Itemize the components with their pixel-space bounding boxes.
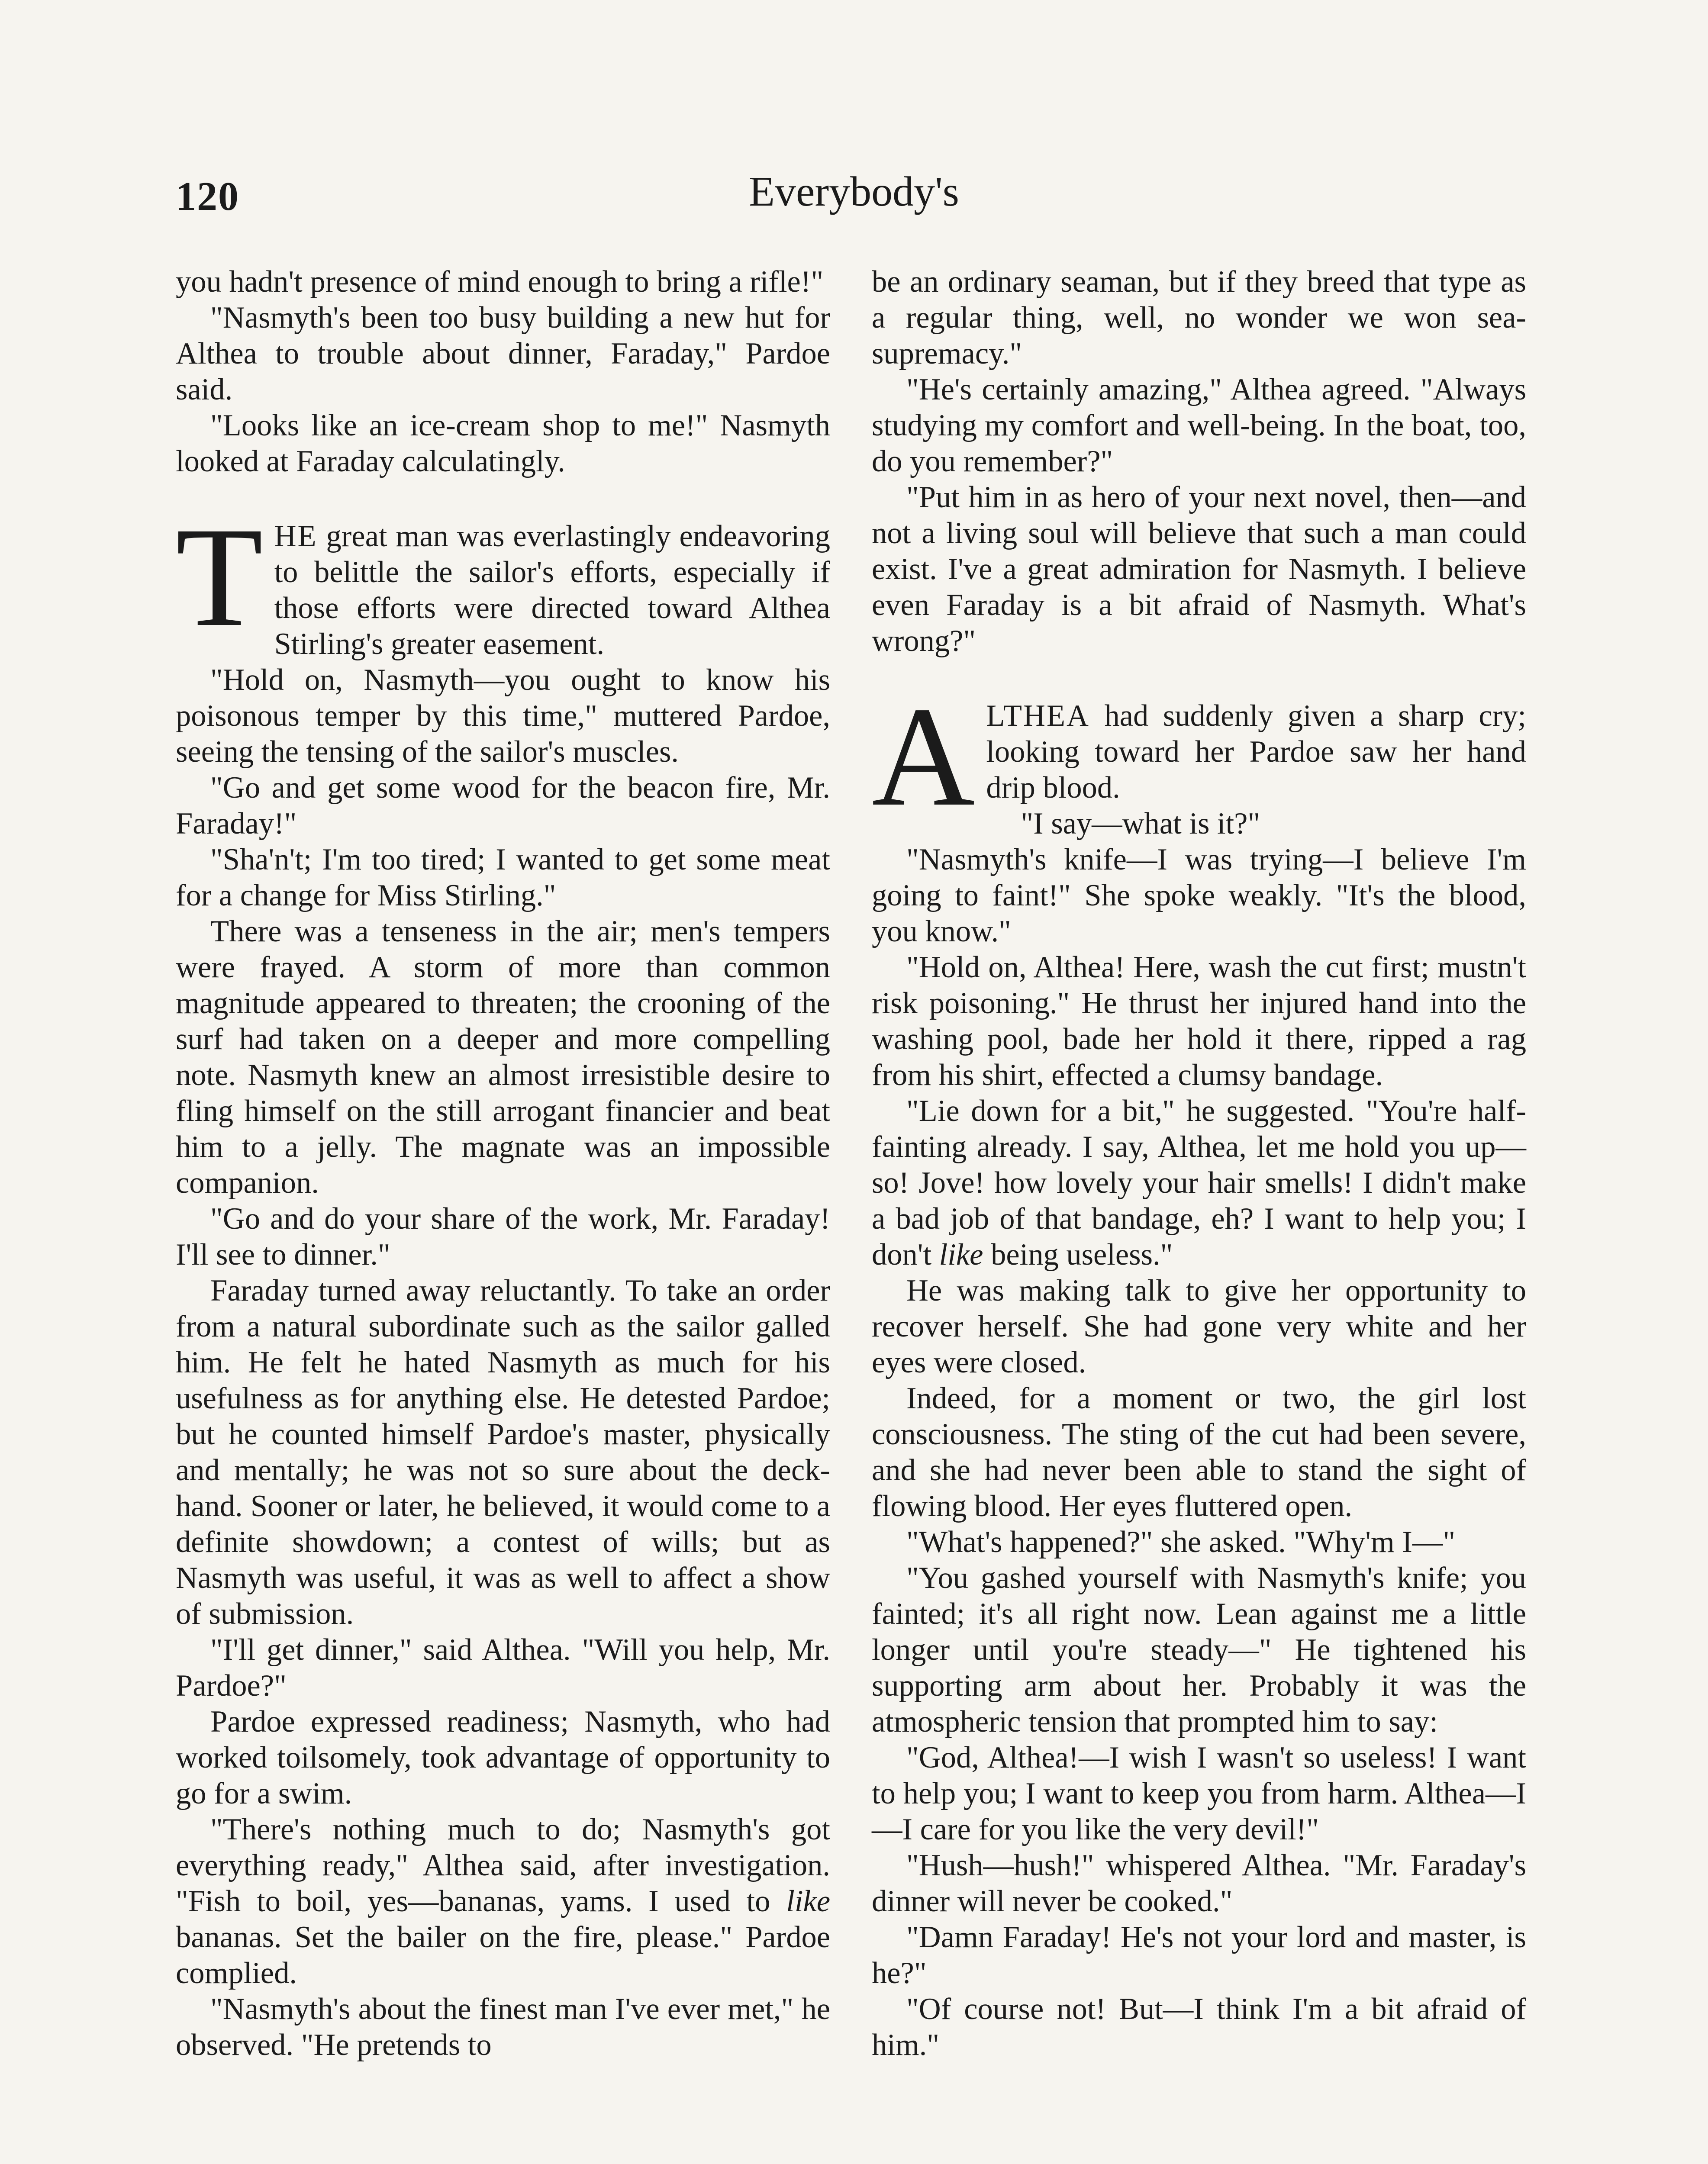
paragraph-text: had suddenly given a sharp cry; looking toward her Pardoe saw her hand drip blood. xyxy=(986,699,1526,805)
paragraph: "Nasmyth's about the finest man I've ever met," he observed. "He pretends to xyxy=(176,1992,830,2062)
paragraph: Faraday turned away reluctantly. To take an order from a natural subordinate such as the sailor galled him. He felt he hated Nasmyth as much for his usefulness as for anything else. He detested Pardoe; but he counted himself Pardoe's master, physically and mentally; he was not so sure about the deck-hand. Sooner or later, he believed, it would come to a definite showdown; a contest of wills; but as Nasmyth was useful, it was as well to affect a show of submission. xyxy=(176,1274,830,1631)
right-column xyxy=(872,264,1526,2164)
paragraph: "Looks like an ice-cream shop to me!" Nasmyth looked at Faraday calculatingly. xyxy=(176,409,830,478)
paragraph: "Sha'n't; I'm too tired; I wanted to get some meat for a change for Miss Stirling." xyxy=(176,843,830,912)
paragraph: Indeed, for a moment or two, the girl lost consciousness. The sting of the cut had been severe, and she had never been able to stand the sight of flowing blood. Her eyes fluttered open. xyxy=(872,1381,1526,1523)
paragraph: "Go and do your share of the work, Mr. Faraday! I'll see to dinner." xyxy=(176,1202,830,1272)
emphasis: like xyxy=(786,1884,830,1918)
paragraph: "Hush—hush!" whispered Althea. "Mr. Faraday's dinner will never be cooked." xyxy=(872,1848,1526,1918)
left-column xyxy=(176,264,830,2164)
paragraph: be an ordinary seaman, but if they breed that type as a regular thing, well, no wonder we won sea-supremacy." xyxy=(872,265,1526,370)
paragraph: "Go and get some wood for the beacon fire, Mr. Faraday!" xyxy=(176,771,830,840)
paragraph: "Damn Faraday! He's not your lord and master, is he?" xyxy=(872,1920,1526,1990)
paragraph: Pardoe expressed readiness; Nasmyth, who had worked toilsomely, took advantage of opportunity to go for a swim. xyxy=(176,1705,830,1810)
running-title: Everybody's xyxy=(749,168,959,215)
drop-cap: A xyxy=(872,678,975,836)
page-number: 120 xyxy=(176,174,239,219)
paragraph: "Nasmyth's been too busy building a new hut for Althea to trouble about dinner, Faraday," Pardoe said. xyxy=(176,301,830,406)
paragraph xyxy=(872,1093,1526,1273)
paragraph: "I'll get dinner," said Althea. "Will you help, Mr. Pardoe?" xyxy=(176,1633,830,1703)
paragraph-text: "There's nothing much to do; Nasmyth's got everything ready," Althea said, after investigation. "Fish to boil, yes—bananas, yams. I used to xyxy=(176,1813,830,1918)
paragraph: There was a tenseness in the air; men's tempers were frayed. A storm of more than common magnitude appeared to threaten; the crooning of the surf had taken on a deeper and more compelling note. Nasmyth knew an almost irresistible desire to fling himself on the still arrogant financier and beat him to a jelly. The magnate was an impossible companion. xyxy=(176,915,830,1200)
paragraph: "He's certainly amazing," Althea agreed. "Always studying my comfort and well-being. In the boat, too, do you remember?" xyxy=(872,373,1526,478)
section-opening-paragraph xyxy=(176,498,830,662)
paragraph: "Of course not! But—I think I'm a bit afraid of him." xyxy=(872,1992,1526,2062)
paragraph-text: being useless." xyxy=(983,1238,1173,1272)
drop-cap: T xyxy=(176,498,263,656)
paragraph: "What's happened?" she asked. "Why'm I—" xyxy=(906,1525,1456,1559)
paragraph-text: great man was everlastingly endeavoring to belittle the sailor's efforts, especially if those efforts were directed toward Althea Stirling's greater easement. xyxy=(274,519,830,661)
paragraph: "God, Althea!—I wish I wasn't so useless! I want to help you; I want to keep you from harm. Althea—I—I care for you like the very devil!" xyxy=(872,1741,1526,1846)
small-caps-run: LTHEA xyxy=(986,699,1090,733)
paragraph-text: "Lie down for a bit," he suggested. "You're half-fainting already. I say, Althea, let me hold you up—so! Jove! how lovely your hair smells! I didn't make a bad job of that bandage, eh? I want to help you; I don't xyxy=(872,1094,1526,1272)
small-caps-run: HE xyxy=(274,519,318,553)
paragraph xyxy=(176,1812,830,1991)
paragraph: He was making talk to give her opportunity to recover herself. She had gone very white and her eyes were closed. xyxy=(872,1274,1526,1379)
paragraph: "Nasmyth's knife—I was trying—I believe I'm going to faint!" She spoke weakly. "It's the blood, you know." xyxy=(872,843,1526,948)
paragraph: "Put him in as hero of your next novel, then—and not a living soul will believe that such a man could exist. I've a great admiration for Nasmyth. I believe even Faraday is a bit afraid of Nasmyth. What's wrong?" xyxy=(872,480,1526,658)
paragraph: "Hold on, Althea! Here, wash the cut first; mustn't risk poisoning." He thrust her injured hand into the washing pool, bade her hold it there, ripped a rag from his shirt, effected a clumsy bandage. xyxy=(872,950,1526,1092)
paragraph: "You gashed yourself with Nasmyth's knife; you fainted; it's all right now. Lean against me a little longer until you're steady—" He tightened his supporting arm about her. Probably it was the atmospheric tension that prompted him to say: xyxy=(872,1561,1526,1739)
emphasis: like xyxy=(939,1238,983,1272)
page-header xyxy=(0,0,1708,260)
paragraph: "I say—what is it?" xyxy=(1021,807,1260,840)
paragraph-text: bananas. Set the bailer on the fire, please." Pardoe complied. xyxy=(176,1920,830,1990)
paragraph: you hadn't presence of mind enough to bring a rifle!" xyxy=(176,265,824,299)
paragraph: "Hold on, Nasmyth—you ought to know his poisonous temper by this time," muttered Pardoe, seeing the tensing of the sailor's muscles. xyxy=(176,663,830,769)
